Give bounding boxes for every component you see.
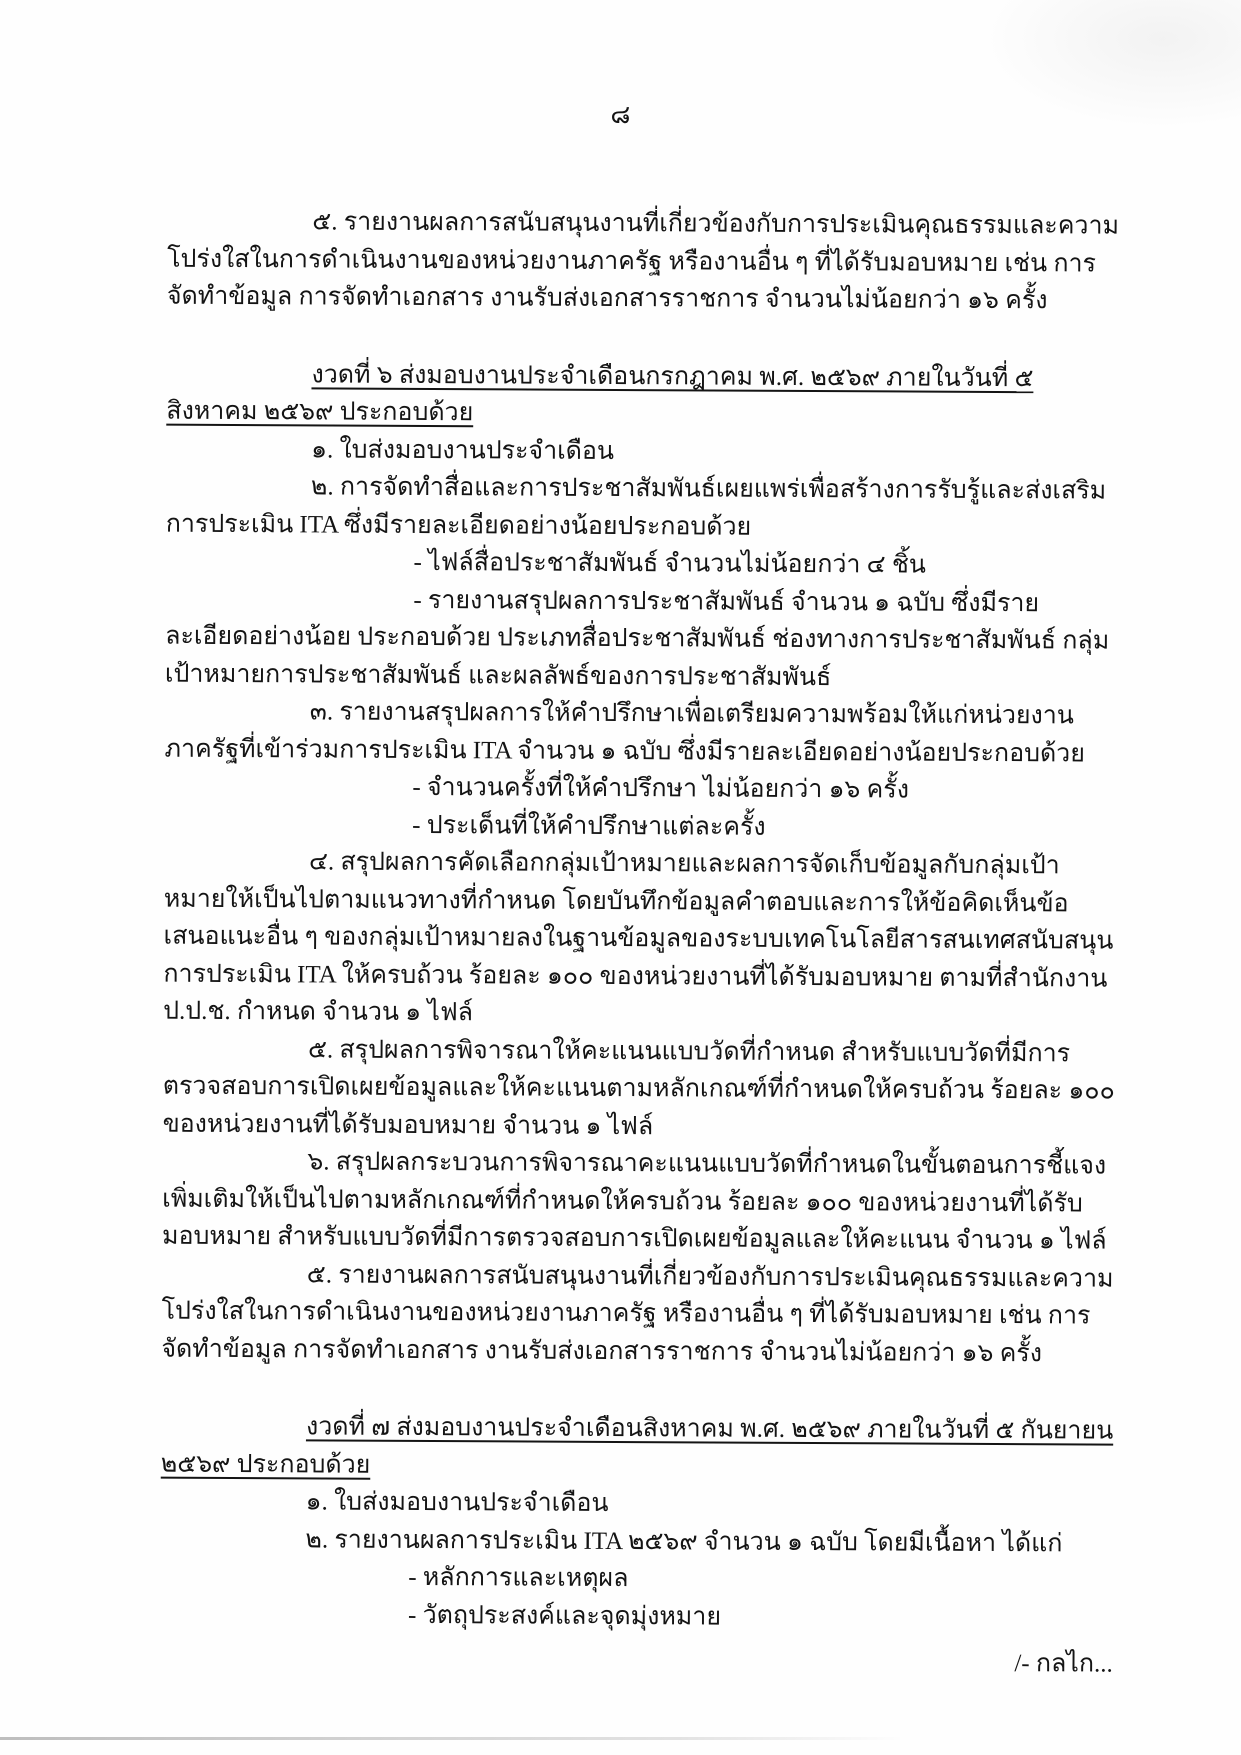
item-ita-report-2569: ๒. รายงานผลการประเมิน ITA ๒๕๖๙ จำนวน ๑ ฉบับ โดยมีเนื้อหา ได้แก่ — [305, 1525, 1063, 1557]
subitem-pr-media-files: - ไฟล์สื่อประชาสัมพันธ์ จำนวนไม่น้อยกว่า ๔ ชิ้น — [413, 548, 927, 579]
subitem-pr-summary-report: - รายงานสรุปผลการประชาสัมพันธ์ จำนวน ๑ ฉบับ ซึ่งมีรายละเอียดอย่างน้อย ประกอบด้วย ประเภทสื่อประชาสัมพันธ์ ช่องทางการประชาสัมพันธ์ กลุ่มเป้าหมายการประชาสัมพันธ์ และผลลัพธ์ของการประชาสัมพันธ์ — [164, 586, 1110, 691]
document-content — [0, 93, 1241, 1683]
item-target-group-data-summary: ๔. สรุปผลการคัดเลือกกลุ่มเป้าหมายและผลการจัดเก็บข้อมูลกับกลุ่มเป้าหมายให้เป็นไปตามแนวทางที่กำหนด โดยบันทึกข้อมูลคำตอบและการให้ข้อคิดเห็นข้อเสนอแนะอื่น ๆ ของกลุ่มเป้าหมายลงในฐานข้อมูลของระบบเทคโนโลยีสารสนเทศสนับสนุนการประเมิน ITA ให้ครบถ้วน ร้อยละ ๑๐๐ ของหน่วยงานที่ได้รับมอบหมาย ตามที่สำนักงาน ป.ป.ช. กำหนด จำนวน ๑ ไฟล์ — [163, 848, 1114, 1027]
continuation-note: /- กลไก... — [1014, 1650, 1113, 1678]
subitem-objectives-aims: - วัตถุประสงค์และจุดมุ่งหมาย — [407, 1601, 722, 1631]
document-body — [160, 203, 1121, 1683]
item-score-review-process: ๖. สรุปผลกระบวนการพิจารณาคะแนนแบบวัดที่กำหนดในขั้นตอนการชี้แจงเพิ่มเติมให้เป็นไปตามหลักเกณฑ์ที่กำหนดให้ครบถ้วน ร้อยละ ๑๐๐ ของหน่วยงานที่ได้รับมอบหมาย สำหรับแบบวัดที่มีการตรวจสอบการเปิดเผยข้อมูลและให้คะแนน จำนวน ๑ ไฟล์ — [161, 1148, 1107, 1255]
heading-installment-7: งวดที่ ๗ ส่งมอบงานประจำเดือนสิงหาคม พ.ศ. ๒๕๖๙ ภายในวันที่ ๕ กันยายน ๒๕๖๙ ประกอบด้วย — [160, 1413, 1114, 1479]
para-support-report-installment5: ๕. รายงานผลการสนับสนุนงานที่เกี่ยวข้องกับการประเมินคุณธรรมและความโปร่งใสในการดำเนินงานของหน่วยงานภาครัฐ หรืองานอื่น ๆ ที่ได้รับมอบหมาย เช่น การจัดทำข้อมูล การจัดทำเอกสาร งานรับส่งเอกสารราชการ จำนวนไม่น้อยกว่า ๑๖ ครั้ง — [166, 208, 1120, 315]
item-delivery-note-installment6: ๑. ใบส่งมอบงานประจำเดือน — [311, 435, 615, 465]
subitem-consultation-count: - จำนวนครั้งที่ให้คำปรึกษา ไม่น้อยกว่า ๑๖ ครั้ง — [412, 773, 910, 804]
item-scoring-summary: ๕. สรุปผลการพิจารณาให้คะแนนแบบวัดที่กำหนด สำหรับแบบวัดที่มีการตรวจสอบการเปิดเผยข้อมูลและให้คะแนนตามหลักเกณฑ์ที่กำหนดให้ครบถ้วน ร้อยละ ๑๐๐ ของหน่วยงานที่ได้รับมอบหมาย จำนวน ๑ ไฟล์ — [162, 1035, 1115, 1140]
subitem-consultation-topics: - ประเด็นที่ให้คำปรึกษาแต่ละครั้ง — [412, 811, 766, 841]
page-number: ๘ — [610, 99, 631, 130]
scan-edge-line — [0, 1737, 905, 1740]
para-support-report-installment6: ๕. รายงานผลการสนับสนุนงานที่เกี่ยวข้องกับการประเมินคุณธรรมและความโปร่งใสในการดำเนินงานของหน่วยงานภาครัฐ หรืองานอื่น ๆ ที่ได้รับมอบหมาย เช่น การจัดทำข้อมูล การจัดทำเอกสาร งานรับส่งเอกสารราชการ จำนวนไม่น้อยกว่า ๑๖ ครั้ง — [161, 1260, 1114, 1367]
heading-installment-6: งวดที่ ๖ ส่งมอบงานประจำเดือนกรกฎาคม พ.ศ. ๒๕๖๙ ภายในวันที่ ๕ สิงหาคม ๒๕๖๙ ประกอบด้วย — [166, 360, 1034, 427]
item-consultation-report: ๓. รายงานสรุปผลการให้คำปรึกษาเพื่อเตรียมความพร้อมให้แก่หน่วยงานภาครัฐที่เข้าร่วมการประเมิน ITA จำนวน ๑ ฉบับ ซึ่งมีรายละเอียดอย่างน้อยประกอบด้วย — [164, 698, 1085, 767]
item-delivery-note-installment7: ๑. ใบส่งมอบงานประจำเดือน — [305, 1488, 609, 1517]
item-media-pr: ๒. การจัดทำสื่อและการประชาสัมพันธ์เผยแพร่เพื่อสร้างการรับรู้และส่งเสริมการประเมิน ITA ซึ่งมีรายละเอียดอย่างน้อยประกอบด้วย — [165, 473, 1107, 541]
subitem-principles-rationale: - หลักการและเหตุผล — [408, 1563, 629, 1593]
